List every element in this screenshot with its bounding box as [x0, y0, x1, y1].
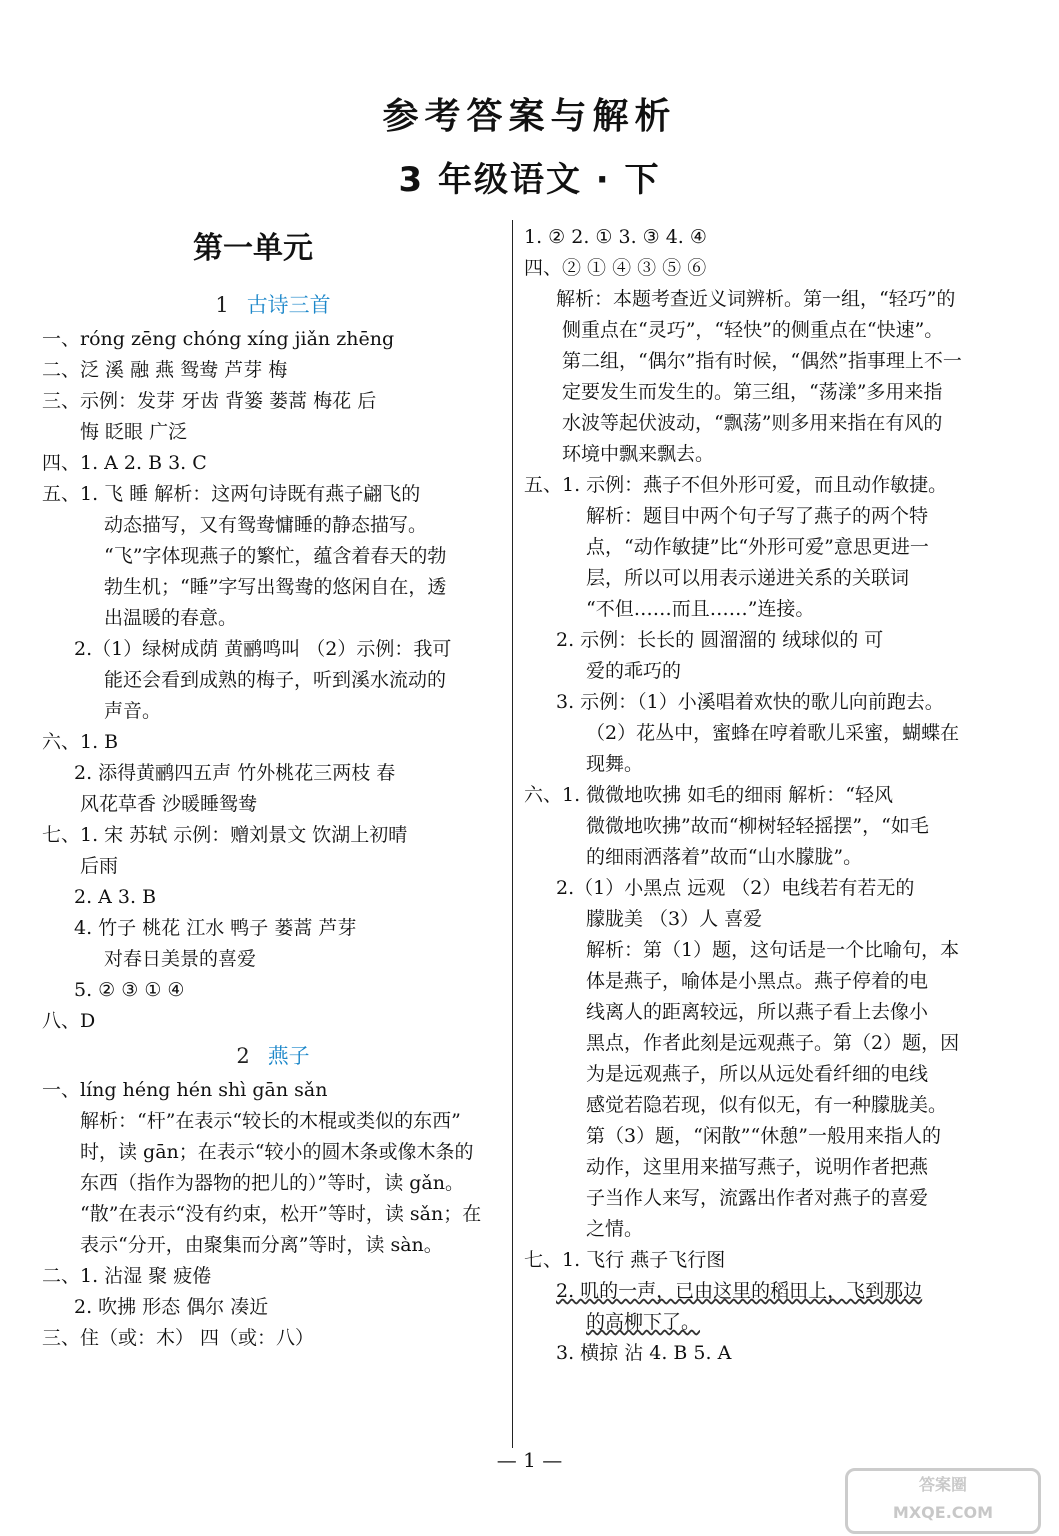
answer-line: 表示“分开，由聚集而分离”等时，读 sàn。: [80, 1234, 443, 1256]
answer-line: 东西（指作为器物的把儿的）”等时，读 gǎn。: [80, 1172, 464, 1194]
answer-line: 三、示例：发芽 牙齿 背篓 蒌蒿 梅花 后: [42, 390, 377, 412]
answer-line: 为是远观燕子，所以从远处看纤细的电线: [586, 1063, 929, 1085]
answer-line: 定要发生而发生的。第三组，“荡漾”多用来指: [562, 381, 943, 403]
answer-line: “飞”字体现燕子的繁忙，蕴含着春天的勃: [104, 545, 447, 567]
watermark-logo: 答案圈 MXQE.COM: [845, 1468, 1041, 1534]
answer-line: 解析：第（1）题，这句话是一个比喻句，本: [586, 939, 960, 961]
answer-line: 2.（1）小黑点 远观 （2）电线若有若无的: [556, 877, 915, 899]
column-divider: [512, 220, 513, 1448]
answer-line: 能还会看到成熟的梅子，听到溪水流动的: [104, 669, 447, 691]
answer-line: 朦胧美 （3）人 喜爱: [586, 908, 763, 930]
answer-line: 三、住（或：木） 四（或：八）: [42, 1327, 315, 1349]
answer-line: 2. A 3. B: [74, 886, 157, 908]
answer-line: 微微地吹拂”故而“柳树轻轻摇摆”，“如毛: [586, 815, 929, 837]
answer-line: 2.（1）绿树成荫 黄鹂鸣叫 （2）示例：我可: [74, 638, 452, 660]
page-title: 参考答案与解析: [382, 96, 677, 137]
answer-line: 一、róng zēng chóng xíng jiǎn zhēng: [42, 328, 395, 350]
answer-line: 五、1. 飞 睡 解析：这两句诗既有燕子翩飞的: [42, 483, 421, 505]
answer-line: 二、泛 溪 融 燕 鸳鸯 芦芽 梅: [42, 359, 288, 381]
answer-line: 一、líng héng hén shì gān sǎn: [42, 1079, 328, 1101]
answer-line: 勃生机；“睡”字写出鸳鸯的悠闲自在，透: [104, 576, 447, 598]
wavy-underlined-text: 2. 叽的一声，已由这里的稻田上，飞到那边: [556, 1280, 923, 1302]
answer-line: 水波等起伏波动，“飘荡”则多用来指在有风的: [562, 412, 943, 434]
lesson-number: 1: [215, 293, 229, 317]
lesson-heading-2: [42, 1037, 504, 1075]
answer-line: 黑点，作者此刻是远观燕子。第（2）题，因: [586, 1032, 960, 1054]
lesson-name: 古诗三首: [246, 293, 331, 317]
answer-line: [524, 1307, 994, 1338]
answer-line: （2）花丛中，蜜蜂在哼着歌儿采蜜，蝴蝶在: [586, 722, 960, 744]
answer-line: 四、1. A 2. B 3. C: [42, 452, 207, 474]
answer-line: 第二组，“偶尔”指有时候，“偶然”指事理上不一: [562, 350, 962, 372]
answer-line: 解析：题目中两个句子写了燕子的两个特: [586, 505, 929, 527]
answer-line: 对春日美景的喜爱: [104, 948, 257, 970]
answer-line: 环境中飘来飘去。: [562, 443, 715, 465]
answer-line: 2. 示例：长长的 圆溜溜的 绒球似的 可: [556, 629, 884, 651]
answer-line: 时，读 gān；在表示“较小的圆木条或像木条的: [80, 1141, 474, 1163]
answer-line: 声音。: [104, 700, 162, 722]
answer-line: “散”在表示“没有约束，松开”等时，读 sǎn；在: [80, 1203, 482, 1225]
answer-line: 爱的乖巧的: [586, 660, 682, 682]
answer-line: 子当作人来写，流露出作者对燕子的喜爱: [586, 1187, 929, 1209]
answer-line: 体是燕子，喻体是小黑点。燕子停着的电: [586, 970, 929, 992]
answer-line: 七、1. 飞行 燕子飞行图: [524, 1249, 726, 1271]
answer-line: 2. 添得黄鹂四五声 竹外桃花三两枝 春: [74, 762, 396, 784]
page-number: — 1 —: [496, 1448, 563, 1472]
answer-line: 4. 竹子 桃花 江水 鸭子 蒌蒿 芦芽: [74, 917, 357, 939]
answer-line: 出温暖的春意。: [104, 607, 238, 629]
answer-line: 四、② ① ④ ③ ⑤ ⑥: [524, 257, 707, 279]
right-column: [524, 222, 994, 1369]
answer-line: 5. ② ③ ① ④: [74, 979, 185, 1001]
answer-line: 2. 吹拂 形态 偶尔 凑近: [74, 1296, 269, 1318]
unit-heading: 第一单元: [193, 231, 313, 266]
answer-line: “不但……而且……”连接。: [586, 598, 815, 620]
answer-line: 六、1. B: [42, 731, 119, 753]
answer-line: 六、1. 微微地吹拂 如毛的细雨 解析：“轻风: [524, 784, 893, 806]
answer-line: 的细雨洒落着”故而“山水朦胧”。: [586, 846, 863, 868]
answer-line: 风花草香 沙暖睡鸳鸯: [80, 793, 258, 815]
answer-line: 线离人的距离较远，所以燕子看上去像小: [586, 1001, 929, 1023]
answer-line: 悔 眨眼 广泛: [80, 421, 188, 443]
answer-line: 点，“动作敏捷”比“外形可爱”意思更进一: [586, 536, 929, 558]
answer-line: 3. 横掠 沾 4. B 5. A: [556, 1342, 732, 1364]
lesson-number: 2: [236, 1044, 250, 1068]
answer-line: 七、1. 宋 苏轼 示例：赠刘景文 饮湖上初晴: [42, 824, 408, 846]
answer-line: 动态描写，又有鸳鸯慵睡的静态描写。: [104, 514, 428, 536]
answer-line: 解析：本题考查近义词辨析。第一组，“轻巧”的: [556, 288, 956, 310]
answer-line: 后雨: [80, 855, 119, 877]
answer-line: 层，所以可以用表示递进关系的关联词: [586, 567, 910, 589]
answer-line: 现舞。: [586, 753, 644, 775]
left-column: [42, 222, 504, 1354]
lesson-name: 燕子: [267, 1044, 310, 1068]
answer-line: 1. ② 2. ① 3. ③ 4. ④: [524, 226, 707, 248]
wavy-underlined-text: 的高柳下了。: [586, 1311, 701, 1333]
answer-line: 五、1. 示例：燕子不但外形可爱，而且动作敏捷。: [524, 474, 948, 496]
answer-line: [524, 1276, 994, 1307]
answer-line: 第（3）题，“闲散”“休憩”一般用来指人的: [586, 1125, 941, 1147]
answer-line: 之情。: [586, 1218, 644, 1240]
answer-line: 感觉若隐若现，似有似无，有一种朦胧美。: [586, 1094, 948, 1116]
page-subtitle: 3 年级语文 · 下: [398, 160, 661, 200]
answer-line: 二、1. 沾湿 聚 疲倦: [42, 1265, 212, 1287]
answer-line: 侧重点在“灵巧”，“轻快”的侧重点在“快速”。: [562, 319, 944, 341]
answer-line: 动作，这里用来描写燕子，说明作者把燕: [586, 1156, 929, 1178]
lesson-heading-1: [42, 286, 504, 324]
answer-line: 3. 示例：（1）小溪唱着欢快的歌儿向前跑去。: [556, 691, 944, 713]
answer-line: 解析：“杆”在表示“较长的木棍或类似的东西”: [80, 1110, 461, 1132]
answer-line: 八、D: [42, 1010, 96, 1032]
